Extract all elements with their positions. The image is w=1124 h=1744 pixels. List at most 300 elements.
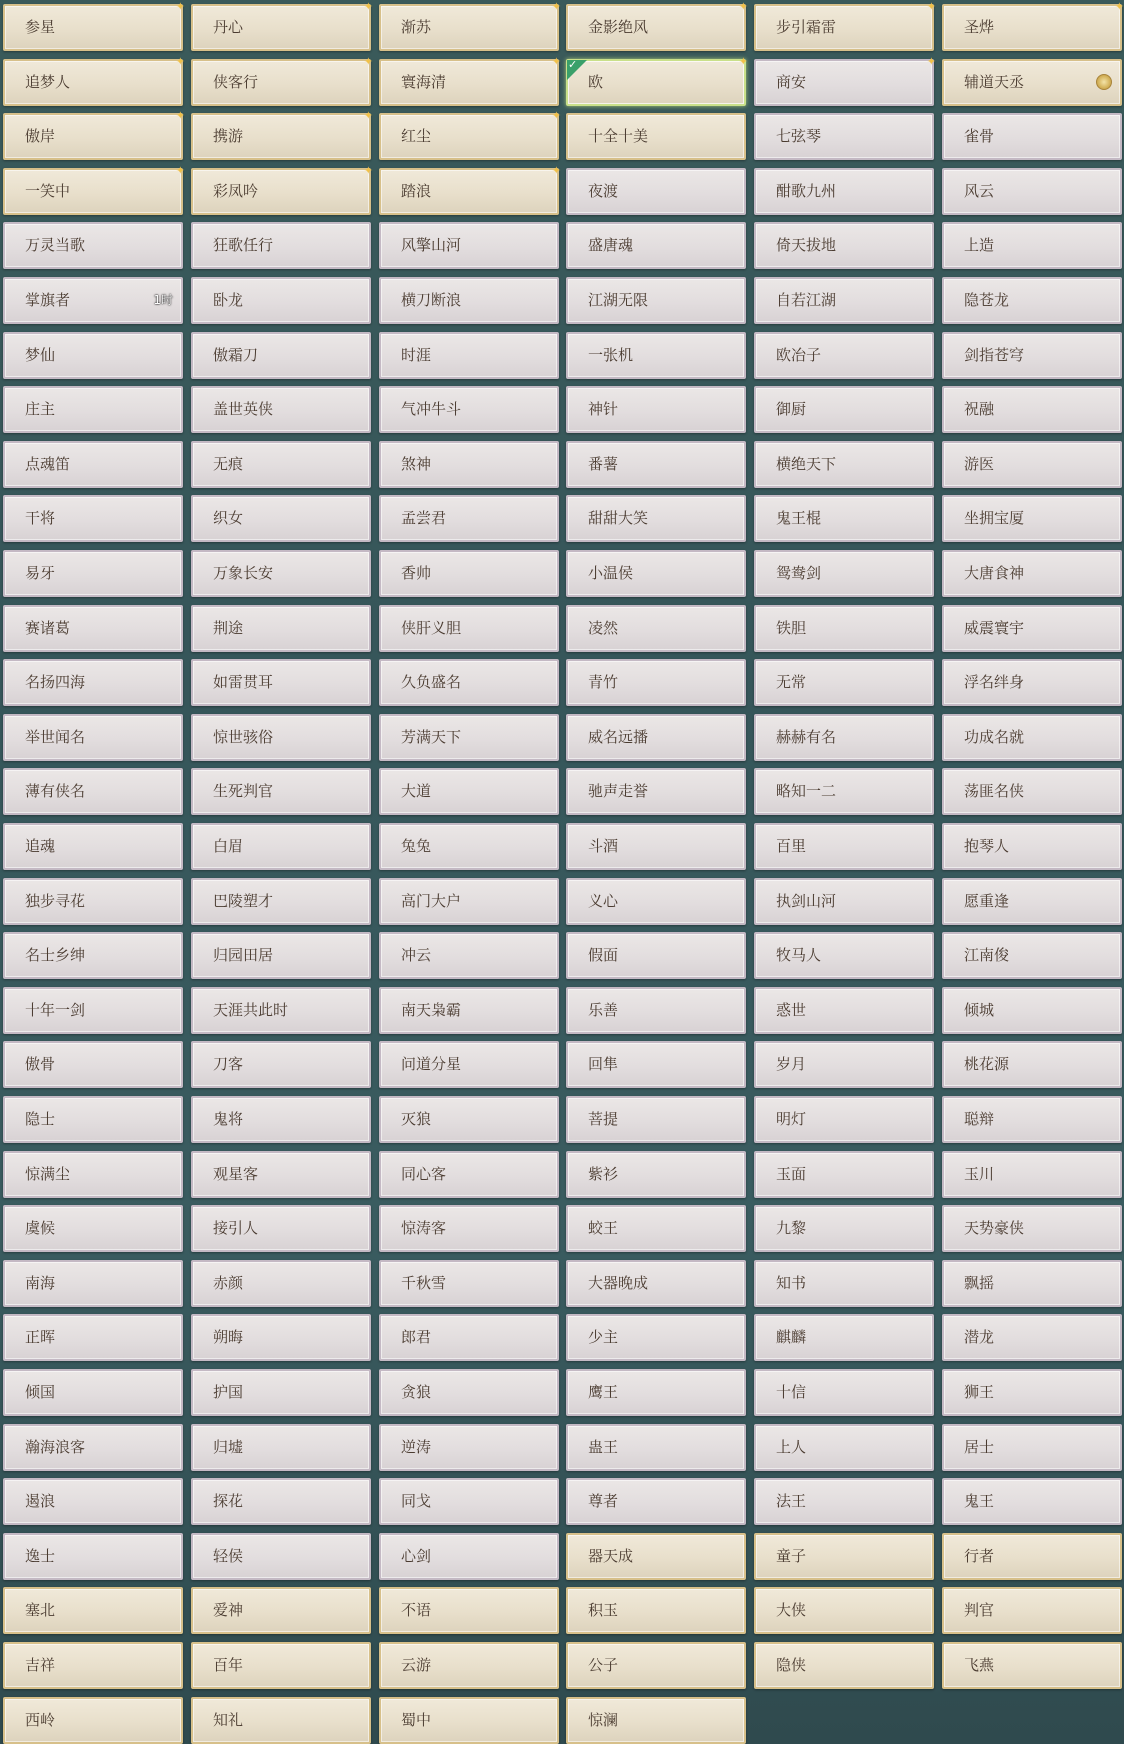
title-tile[interactable] (379, 659, 559, 706)
title-label: 玉面 (776, 1164, 807, 1183)
title-tile[interactable] (566, 1369, 746, 1416)
title-label: 气冲牛斗 (401, 400, 462, 419)
title-tile[interactable] (754, 1533, 934, 1580)
title-tile[interactable] (3, 332, 183, 379)
title-label: 狂歌任行 (213, 236, 274, 255)
title-tile[interactable] (566, 222, 746, 269)
title-tile[interactable] (3, 1424, 183, 1471)
title-label: 剑指苍穹 (964, 345, 1025, 364)
title-label: 赛诸葛 (25, 618, 71, 637)
title-tile[interactable] (942, 932, 1122, 979)
title-label: 大道 (401, 782, 432, 801)
title-tile[interactable] (379, 332, 559, 379)
title-tile[interactable] (379, 878, 559, 925)
title-tile[interactable] (3, 1041, 183, 1088)
title-tile[interactable] (566, 659, 746, 706)
title-tile[interactable] (191, 932, 371, 979)
title-tile[interactable] (754, 1642, 934, 1689)
title-tile[interactable] (754, 1096, 934, 1143)
title-tile[interactable] (3, 1642, 183, 1689)
title-tile[interactable] (566, 1697, 746, 1744)
title-label: 遏浪 (25, 1492, 56, 1511)
title-label: 南天枭霸 (401, 1000, 462, 1019)
title-tile[interactable] (191, 109, 373, 160)
title-tile[interactable] (942, 495, 1122, 542)
title-tile[interactable] (754, 277, 934, 324)
title-label: 不语 (401, 1601, 432, 1620)
title-tile[interactable] (566, 987, 746, 1034)
title-tile[interactable] (379, 1205, 559, 1252)
title-tile[interactable] (942, 386, 1122, 433)
title-tile[interactable] (191, 550, 371, 597)
title-tile[interactable] (191, 222, 371, 269)
title-tile[interactable] (3, 1369, 183, 1416)
title-tile[interactable] (379, 109, 561, 160)
title-tile[interactable] (191, 1533, 371, 1580)
title-label: 番薯 (588, 454, 619, 473)
title-tile[interactable] (379, 1151, 559, 1198)
title-label: 寰海清 (401, 72, 447, 91)
title-tile[interactable] (3, 823, 183, 870)
title-tile[interactable] (566, 495, 746, 542)
title-label: 酣歌九州 (776, 181, 837, 200)
title-tile[interactable] (3, 163, 185, 215)
title-tile[interactable] (754, 1478, 934, 1525)
title-tile[interactable] (754, 1424, 934, 1471)
title-label: 鸳鸯剑 (776, 564, 822, 582)
title-tile[interactable] (566, 277, 746, 324)
star-icon: ✦ (926, 54, 936, 68)
title-tile[interactable] (379, 163, 561, 215)
title-label: 略知一二 (776, 782, 837, 801)
title-tile[interactable] (754, 878, 934, 925)
title-label: 神针 (588, 400, 619, 419)
title-tile[interactable] (754, 550, 934, 597)
title-tile[interactable] (379, 768, 559, 815)
title-tile[interactable] (942, 768, 1122, 815)
title-tile[interactable] (942, 987, 1122, 1034)
title-label: 功成名就 (964, 727, 1025, 746)
title-tile[interactable] (754, 659, 934, 706)
star-icon: ✦ (363, 109, 373, 123)
title-tile[interactable] (566, 550, 746, 597)
title-tile[interactable] (566, 1260, 746, 1307)
title-label: 雀骨 (964, 127, 995, 146)
title-tile[interactable] (566, 1041, 746, 1088)
title-label: 护国 (213, 1383, 244, 1401)
title-label: 塞北 (25, 1601, 56, 1620)
title-tile[interactable] (754, 1369, 934, 1416)
title-tile[interactable] (191, 332, 371, 379)
title-label: 惊世骇俗 (213, 727, 274, 746)
title-tile[interactable] (3, 0, 185, 51)
star-icon: ✦ (175, 163, 185, 177)
title-tile[interactable] (3, 878, 183, 925)
title-tile[interactable] (191, 1096, 371, 1143)
title-tile[interactable] (566, 1533, 746, 1580)
star-icon: ✦ (175, 54, 185, 68)
title-tile[interactable] (566, 386, 746, 433)
title-tile[interactable] (754, 1041, 934, 1088)
title-tile[interactable] (754, 1587, 934, 1634)
star-icon: ✦ (926, 0, 936, 13)
title-tile[interactable] (942, 441, 1122, 488)
title-tile[interactable] (3, 109, 185, 160)
title-tile[interactable] (754, 1314, 934, 1361)
star-icon: ✦ (175, 0, 185, 13)
title-tile[interactable] (3, 1314, 183, 1361)
title-label: 鹰王 (588, 1383, 619, 1401)
title-tile[interactable] (566, 54, 748, 106)
title-tile[interactable] (754, 222, 934, 269)
title-tile[interactable] (379, 1697, 559, 1744)
title-tile[interactable] (942, 550, 1122, 597)
title-tile[interactable] (754, 168, 934, 215)
title-tile[interactable] (191, 768, 371, 815)
title-tile[interactable] (942, 823, 1122, 870)
title-label: 追梦人 (25, 72, 71, 91)
title-tile[interactable] (379, 495, 559, 542)
title-label: 煞神 (401, 454, 432, 473)
title-tile[interactable] (379, 441, 559, 488)
title-label: 惑世 (776, 1000, 807, 1019)
title-tile[interactable] (754, 1151, 934, 1198)
title-tile[interactable] (379, 386, 559, 433)
title-tile[interactable] (566, 878, 746, 925)
title-tile[interactable] (942, 0, 1124, 51)
title-tile[interactable] (3, 441, 183, 488)
title-tile[interactable] (3, 222, 183, 269)
title-tile[interactable] (942, 222, 1122, 269)
title-label: 圣烨 (964, 18, 995, 36)
title-label: 十年一剑 (25, 1000, 86, 1019)
title-tile[interactable] (566, 823, 746, 870)
title-label: 探花 (213, 1492, 244, 1511)
star-icon: ✦ (363, 0, 373, 13)
title-tile[interactable] (942, 878, 1122, 925)
title-tile[interactable] (566, 1096, 746, 1143)
title-label: 心剑 (401, 1546, 432, 1565)
title-tile[interactable] (379, 932, 559, 979)
title-tile[interactable] (379, 1314, 559, 1361)
title-tile[interactable] (379, 1424, 559, 1471)
title-tile[interactable] (754, 768, 934, 815)
title-label: 惊澜 (588, 1710, 619, 1729)
selected-check-icon (567, 60, 587, 80)
title-tile[interactable] (754, 987, 934, 1034)
title-tile[interactable] (942, 714, 1122, 761)
title-label: 商安 (776, 72, 807, 91)
title-tile[interactable] (942, 1533, 1122, 1580)
title-label: 灭狼 (401, 1110, 432, 1128)
title-label: 天涯共此时 (213, 1000, 289, 1019)
title-tile[interactable] (754, 932, 934, 979)
title-label: 甜甜大笑 (588, 509, 649, 528)
title-label: 潜龙 (964, 1328, 995, 1347)
title-tile[interactable] (191, 1151, 371, 1198)
title-label: 法王 (776, 1492, 807, 1511)
title-label: 傲霜刀 (213, 345, 259, 364)
star-icon: ✦ (175, 109, 185, 123)
title-tile[interactable] (754, 605, 934, 652)
title-label: 高门大户 (401, 891, 462, 910)
title-tile[interactable] (191, 605, 371, 652)
title-tile[interactable] (379, 1260, 559, 1307)
title-tile[interactable] (379, 714, 559, 761)
title-tile[interactable] (3, 386, 183, 433)
title-label: 十信 (776, 1383, 807, 1401)
title-tile[interactable] (3, 1697, 183, 1744)
title-tile[interactable] (379, 550, 559, 597)
title-label: 南海 (25, 1273, 56, 1292)
title-tile[interactable] (379, 1369, 559, 1416)
title-tile[interactable] (754, 54, 936, 106)
title-tile[interactable] (942, 1587, 1122, 1634)
title-tile[interactable] (566, 1314, 746, 1361)
title-tile[interactable] (942, 1205, 1122, 1252)
title-label: 香帅 (401, 564, 432, 582)
title-label: 爱神 (213, 1601, 244, 1620)
title-tile[interactable] (3, 605, 183, 652)
title-tile[interactable] (191, 495, 371, 542)
title-tile[interactable] (191, 1260, 371, 1307)
title-label: 正晖 (25, 1328, 56, 1347)
title-label: 侠客行 (213, 72, 259, 91)
title-tile[interactable] (942, 1369, 1122, 1416)
title-tile[interactable] (191, 1587, 371, 1634)
title-tile[interactable] (379, 987, 559, 1034)
title-tile[interactable] (191, 1642, 371, 1689)
title-tile[interactable] (566, 0, 748, 51)
title-tile[interactable] (3, 277, 183, 324)
title-tile[interactable] (379, 54, 561, 106)
title-tile[interactable] (191, 659, 371, 706)
title-tile[interactable] (379, 1533, 559, 1580)
title-label: 无常 (776, 673, 807, 692)
title-label: 瀚海浪客 (25, 1437, 86, 1456)
title-tile[interactable] (754, 441, 934, 488)
title-tile[interactable] (379, 0, 561, 51)
title-tile[interactable] (566, 1151, 746, 1198)
title-tile[interactable] (942, 1096, 1122, 1143)
title-label: 威名远播 (588, 727, 649, 746)
title-tile[interactable] (942, 1642, 1122, 1689)
title-tile[interactable] (3, 1205, 183, 1252)
star-icon: ✦ (738, 0, 748, 13)
title-label: 掌旗者 (25, 291, 71, 309)
title-tile[interactable] (191, 1697, 371, 1744)
title-tile[interactable] (942, 605, 1122, 652)
title-tile[interactable] (379, 1478, 559, 1525)
title-label: 少主 (588, 1328, 619, 1347)
title-label: 倾城 (964, 1000, 995, 1019)
title-tile[interactable] (566, 113, 746, 160)
title-label: 同戈 (401, 1492, 432, 1511)
title-tile[interactable] (566, 714, 746, 761)
title-tile[interactable] (191, 878, 371, 925)
title-tile[interactable] (754, 386, 934, 433)
title-tile[interactable] (942, 168, 1122, 215)
title-label: 祝融 (964, 400, 995, 419)
title-tile[interactable] (3, 550, 183, 597)
title-tile[interactable] (566, 1478, 746, 1525)
title-tile[interactable] (3, 1478, 183, 1525)
title-tile[interactable] (191, 277, 371, 324)
title-label: 孟尝君 (401, 509, 447, 528)
title-tile[interactable] (191, 1314, 371, 1361)
title-tile[interactable] (566, 168, 746, 215)
title-tile[interactable] (566, 932, 746, 979)
title-tile[interactable] (3, 1587, 183, 1634)
title-tile[interactable] (942, 1260, 1122, 1307)
title-tile[interactable] (3, 659, 183, 706)
title-label: 赫赫有名 (776, 727, 837, 746)
title-tile[interactable] (379, 605, 559, 652)
title-tile[interactable] (754, 0, 936, 51)
title-tile[interactable] (191, 1041, 371, 1088)
title-tile[interactable] (942, 659, 1122, 706)
title-tile[interactable] (566, 768, 746, 815)
title-label: 梦仙 (25, 345, 56, 364)
title-label: 织女 (213, 509, 244, 528)
star-icon: ✦ (551, 109, 561, 123)
title-tile[interactable] (191, 0, 373, 51)
title-tile[interactable] (379, 1642, 559, 1689)
title-label: 居士 (964, 1437, 995, 1456)
title-label: 久负盛名 (401, 673, 462, 692)
title-label: 聪辩 (964, 1110, 995, 1128)
title-tile[interactable] (942, 113, 1122, 160)
title-tile[interactable] (942, 277, 1122, 324)
title-tile[interactable] (191, 987, 371, 1034)
title-label: 鬼王 (964, 1492, 995, 1511)
title-label: 名士乡绅 (25, 946, 86, 965)
title-tile[interactable] (191, 163, 373, 215)
title-label: 郎君 (401, 1328, 432, 1347)
title-label: 无痕 (213, 454, 244, 473)
star-icon: ✦ (738, 54, 748, 68)
title-tile[interactable] (3, 1260, 183, 1307)
title-tile[interactable] (379, 222, 559, 269)
title-label: 易牙 (25, 564, 56, 582)
title-tile[interactable] (566, 1424, 746, 1471)
title-label: 如雷贯耳 (213, 673, 274, 692)
title-tile[interactable] (942, 1041, 1122, 1088)
title-tile[interactable] (191, 441, 371, 488)
title-label: 欧冶子 (776, 345, 822, 364)
title-label: 鬼将 (213, 1110, 244, 1128)
title-tile[interactable] (191, 714, 371, 761)
title-label: 威震寰宇 (964, 618, 1025, 637)
title-label: 欧 (588, 72, 604, 91)
title-label: 傲岸 (25, 127, 56, 146)
title-label: 游医 (964, 454, 995, 473)
title-tile[interactable] (754, 113, 934, 160)
title-tile[interactable] (754, 1205, 934, 1252)
title-label: 浮名绊身 (964, 673, 1025, 692)
title-tile[interactable] (566, 1642, 746, 1689)
title-label: 铁胆 (776, 618, 807, 637)
title-tile[interactable] (3, 932, 183, 979)
title-tile[interactable] (3, 1096, 183, 1143)
title-label: 轻侯 (213, 1546, 244, 1565)
title-tile[interactable] (754, 823, 934, 870)
title-label: 上造 (964, 236, 995, 255)
title-tile[interactable] (379, 1041, 559, 1088)
title-label: 夜渡 (588, 181, 619, 200)
title-label: 兔兔 (401, 837, 432, 855)
title-tile[interactable] (3, 768, 183, 815)
title-tile[interactable] (3, 1151, 183, 1198)
title-tile[interactable] (566, 1587, 746, 1634)
title-label: 生死判官 (213, 782, 274, 801)
title-tile[interactable] (191, 1424, 371, 1471)
title-label: 大侠 (776, 1601, 807, 1620)
title-label: 白眉 (213, 837, 244, 855)
title-label: 倚天拔地 (776, 236, 837, 255)
title-tile[interactable] (566, 605, 746, 652)
title-label: 朔晦 (213, 1328, 244, 1347)
title-tile[interactable] (942, 332, 1122, 379)
title-tile[interactable] (191, 823, 371, 870)
title-label: 斗酒 (588, 837, 619, 855)
title-label: 蛊王 (588, 1437, 619, 1456)
title-label: 执剑山河 (776, 891, 837, 910)
title-tile[interactable] (942, 1424, 1122, 1471)
title-tile[interactable] (379, 1096, 559, 1143)
title-tile[interactable] (379, 823, 559, 870)
title-label: 问道分星 (401, 1055, 462, 1074)
title-tile[interactable] (3, 54, 185, 106)
title-label: 倾国 (25, 1383, 56, 1401)
title-label: 侠肝义胆 (401, 618, 462, 637)
title-tile[interactable] (754, 332, 934, 379)
title-tile[interactable] (191, 386, 371, 433)
title-label: 积玉 (588, 1601, 619, 1620)
title-label: 公子 (588, 1656, 619, 1674)
title-tile[interactable] (3, 714, 183, 761)
title-tile[interactable] (3, 1533, 183, 1580)
title-tile[interactable] (754, 1260, 934, 1307)
title-label: 百年 (213, 1656, 244, 1674)
title-tile[interactable] (942, 1314, 1122, 1361)
title-tile[interactable] (191, 1369, 371, 1416)
title-tile[interactable] (566, 1205, 746, 1252)
title-tile[interactable] (942, 59, 1122, 106)
title-label: 玉川 (964, 1164, 995, 1183)
title-tile[interactable] (942, 1151, 1122, 1198)
title-tile[interactable] (379, 277, 559, 324)
title-tile[interactable] (191, 1205, 371, 1252)
title-tile[interactable] (379, 1587, 559, 1634)
title-tile[interactable] (566, 441, 746, 488)
title-tile[interactable] (191, 1478, 371, 1525)
title-label: 一张机 (588, 345, 634, 364)
title-tile[interactable] (191, 54, 373, 106)
title-tile[interactable] (3, 495, 183, 542)
title-tile[interactable] (566, 332, 746, 379)
title-label: 红尘 (401, 127, 432, 146)
title-label: 隐士 (25, 1110, 56, 1128)
title-tile[interactable] (942, 1478, 1122, 1525)
title-tile[interactable] (754, 714, 934, 761)
title-label: 抱琴人 (964, 837, 1010, 855)
title-label: 参星 (25, 18, 56, 36)
title-tile[interactable] (754, 495, 934, 542)
title-tile[interactable] (3, 987, 183, 1034)
title-label: 十全十美 (588, 127, 649, 146)
title-label: 桃花源 (964, 1055, 1010, 1074)
